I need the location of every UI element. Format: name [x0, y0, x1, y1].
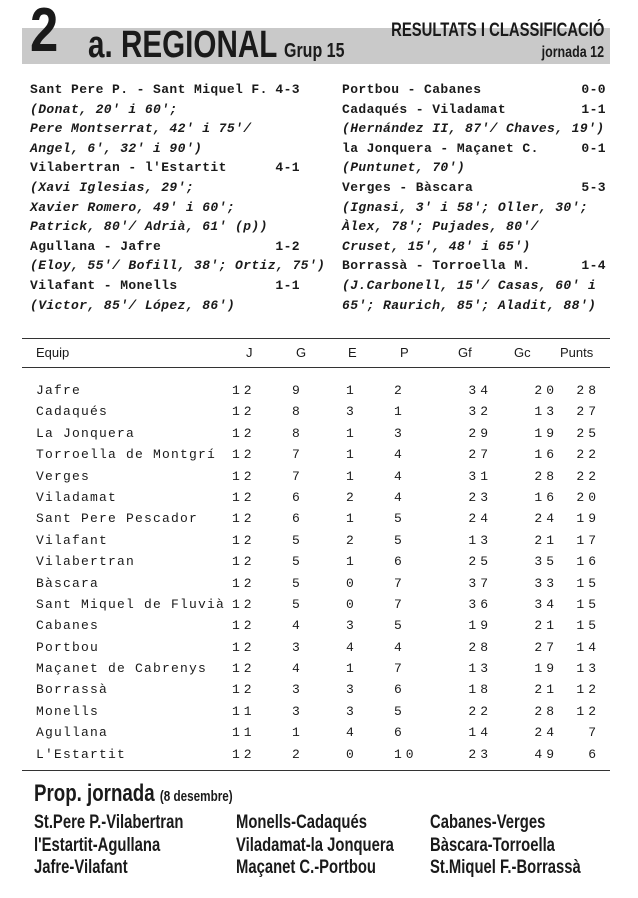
- group-label: Grup 15: [284, 40, 345, 62]
- table-row: [22, 380, 610, 401]
- cell-gf: 22: [468, 703, 492, 719]
- cell-gc: 49: [534, 746, 558, 762]
- fixture: Bàscara-Torroella: [430, 834, 555, 856]
- scorers-text: (Victor, 85'/ López, 86'): [30, 297, 236, 313]
- cell-e: 4: [346, 639, 354, 655]
- match-score: 1-2: [275, 238, 300, 254]
- cell-j: 12: [232, 746, 256, 762]
- match-result: [342, 100, 606, 120]
- scorers-text: (Hernández II, 87'/ Chaves, 19'): [342, 121, 605, 137]
- table-row: [22, 615, 610, 636]
- cell-pts: 15: [576, 596, 600, 612]
- cell-p: 5: [394, 618, 406, 634]
- cell-g: 6: [292, 489, 300, 505]
- goal-scorers: [30, 139, 300, 159]
- goal-scorers: [30, 119, 300, 139]
- results-right-column: [342, 80, 606, 315]
- cell-j: 12: [232, 468, 256, 484]
- cell-pts: 14: [576, 639, 600, 655]
- match-result: [342, 178, 606, 198]
- cell-team: Bàscara: [36, 575, 100, 591]
- match-score: 5-3: [581, 179, 606, 195]
- cell-g: 4: [292, 618, 300, 634]
- cell-gf: 29: [468, 425, 492, 441]
- match-result: [342, 139, 606, 159]
- cell-gc: 24: [534, 725, 558, 741]
- cell-g: 5: [292, 596, 300, 612]
- table-row: [22, 722, 610, 743]
- match-teams: Borrassà - Torroella M.: [342, 258, 531, 274]
- cell-g: 8: [292, 425, 300, 441]
- scorers-text: (Ignasi, 3' i 58'; Oller, 30';: [342, 199, 589, 215]
- cell-e: 1: [346, 468, 354, 484]
- table-row: [22, 701, 610, 722]
- cell-g: 7: [292, 447, 300, 463]
- cell-p: 7: [394, 661, 406, 677]
- table-row: [22, 444, 610, 465]
- match-teams: Cadaqués - Viladamat: [342, 101, 507, 117]
- cell-pts: 22: [576, 447, 600, 463]
- cell-pts: 20: [576, 489, 600, 505]
- cell-g: 7: [292, 468, 300, 484]
- next-round-date: (8 desembre): [159, 788, 233, 805]
- scorers-text: (Eloy, 55'/ Bofill, 38'; Ortiz, 75'): [30, 258, 326, 274]
- cell-g: 9: [292, 383, 300, 398]
- cell-j: 12: [232, 425, 256, 441]
- fixture: St.Pere P.-Vilabertran: [34, 812, 184, 833]
- cell-g: 4: [292, 661, 300, 677]
- match-result: [30, 80, 300, 100]
- cell-gc: 21: [534, 682, 558, 698]
- goal-scorers: [30, 296, 300, 316]
- cell-p: 7: [394, 596, 406, 612]
- match-teams: Agullana - Jafre: [30, 238, 162, 254]
- cell-p: 5: [394, 532, 406, 548]
- cell-p: 7: [394, 575, 406, 591]
- goal-scorers: [30, 256, 326, 276]
- cell-team: Agullana: [36, 725, 109, 741]
- cell-j: 12: [232, 618, 256, 634]
- results-left-column: [30, 80, 326, 315]
- fixture: Jafre-Vilafant: [34, 857, 128, 878]
- cell-team: Verges: [36, 468, 91, 484]
- next-round-label: Prop. jornada: [34, 780, 155, 807]
- divider-header: [22, 367, 610, 368]
- cell-p: 6: [394, 725, 406, 741]
- scorers-text: (Puntunet, 70'): [342, 160, 466, 176]
- match-result: [30, 237, 300, 257]
- cell-gf: 13: [468, 661, 492, 677]
- match-score: 1-1: [275, 277, 300, 293]
- cell-j: 12: [232, 682, 256, 698]
- cell-team: L'Estartit: [36, 746, 127, 762]
- cell-g: 6: [292, 511, 300, 527]
- header-gc: Gc: [514, 345, 531, 360]
- cell-pts: 16: [576, 554, 600, 570]
- cell-j: 12: [232, 575, 256, 591]
- page-header: [22, 0, 610, 66]
- scorers-text: Àlex, 78'; Pujades, 80'/: [342, 219, 539, 235]
- cell-p: 6: [394, 682, 406, 698]
- match-score: 0-0: [581, 82, 606, 97]
- cell-g: 2: [292, 746, 300, 762]
- goal-scorers: [342, 237, 606, 257]
- table-row: [22, 401, 610, 422]
- table-row: [22, 530, 610, 551]
- fixture: l'Estartit-Agullana: [34, 834, 161, 856]
- divider-top: [22, 338, 610, 339]
- division-number: 2: [30, 0, 57, 65]
- scorers-text: Patrick, 80'/ Adrià, 61' (p)): [30, 219, 268, 235]
- goal-scorers: [30, 217, 300, 237]
- divider-bottom: [22, 770, 610, 771]
- header-gf: Gf: [458, 345, 472, 360]
- cell-pts: 17: [576, 532, 600, 548]
- cell-p: 2: [394, 383, 406, 398]
- match-teams: Vilabertran - l'Estartit: [30, 160, 227, 176]
- cell-pts: 27: [576, 404, 600, 420]
- header-g: G: [296, 345, 307, 360]
- goal-scorers: [342, 119, 606, 139]
- division-title: a. REGIONAL: [88, 24, 278, 66]
- header-p: P: [400, 345, 409, 360]
- table-row: [22, 423, 610, 444]
- cell-j: 12: [232, 554, 256, 570]
- scorers-text: Pere Montserrat, 42' i 75'/: [30, 121, 252, 137]
- table-row: [22, 679, 610, 700]
- cell-gf: 24: [468, 511, 492, 527]
- cell-p: 4: [394, 468, 406, 484]
- match-result: [30, 276, 300, 296]
- goal-scorers: [342, 217, 606, 237]
- cell-gf: 31: [468, 468, 492, 484]
- standings-header: [22, 343, 610, 365]
- scorers-text: 65'; Raurich, 85'; Aladit, 88'): [342, 297, 597, 313]
- cell-pts: 28: [576, 383, 600, 398]
- cell-gc: 24: [534, 511, 558, 527]
- fixture: St.Miquel F.-Borrassà: [430, 857, 581, 878]
- cell-p: 1: [394, 404, 406, 420]
- cell-g: 1: [292, 725, 300, 741]
- header-team: Equip: [36, 345, 70, 360]
- cell-team: Sant Pere Pescador: [36, 511, 199, 527]
- scorers-text: (Xavi Iglesias, 29';: [30, 179, 195, 195]
- scorers-text: Xavier Romero, 49' i 60';: [30, 199, 236, 215]
- cell-e: 3: [346, 618, 354, 634]
- cell-e: 1: [346, 554, 354, 570]
- cell-e: 1: [346, 447, 354, 463]
- goal-scorers: [30, 178, 300, 198]
- cell-p: 5: [394, 511, 406, 527]
- cell-pts: 6: [588, 746, 600, 762]
- table-row: [22, 551, 610, 572]
- cell-g: 5: [292, 575, 300, 591]
- cell-gf: 23: [468, 746, 492, 762]
- cell-gf: 19: [468, 618, 492, 634]
- cell-gc: 20: [534, 383, 558, 398]
- cell-pts: 15: [576, 575, 600, 591]
- section-title: RESULTATS I CLASSIFICACIÓ: [390, 20, 604, 41]
- cell-j: 11: [232, 725, 256, 741]
- match-score: 4-1: [275, 160, 300, 176]
- goal-scorers: [342, 276, 606, 296]
- cell-gf: 37: [468, 575, 492, 591]
- cell-gf: 23: [468, 489, 492, 505]
- cell-e: 1: [346, 661, 354, 677]
- cell-gc: 34: [534, 596, 558, 612]
- cell-gf: 18: [468, 682, 492, 698]
- cell-j: 12: [232, 404, 256, 420]
- header-j: J: [246, 345, 253, 360]
- cell-team: Jafre: [36, 383, 82, 398]
- fixture: Viladamat-la Jonquera: [236, 834, 394, 856]
- cell-pts: 19: [576, 511, 600, 527]
- table-row: [22, 573, 610, 594]
- cell-gc: 21: [534, 618, 558, 634]
- cell-gc: 16: [534, 447, 558, 463]
- cell-g: 3: [292, 703, 300, 719]
- cell-j: 12: [232, 383, 256, 398]
- table-row: [22, 744, 610, 765]
- cell-p: 6: [394, 554, 406, 570]
- table-row: [22, 658, 610, 679]
- cell-gc: 28: [534, 703, 558, 719]
- cell-p: 4: [394, 489, 406, 505]
- cell-team: Vilabertran: [36, 554, 136, 570]
- cell-j: 12: [232, 511, 256, 527]
- match-score: 4-3: [275, 82, 300, 97]
- match-result: [342, 256, 606, 276]
- cell-e: 1: [346, 511, 354, 527]
- next-round-col-1: [34, 812, 183, 880]
- cell-team: Torroella de Montgrí: [36, 447, 217, 463]
- cell-gc: 13: [534, 404, 558, 420]
- goal-scorers: [342, 158, 606, 178]
- cell-team: La Jonquera: [36, 425, 136, 441]
- match-score: 1-1: [581, 101, 606, 117]
- cell-j: 12: [232, 639, 256, 655]
- cell-pts: 12: [576, 703, 600, 719]
- cell-gf: 13: [468, 532, 492, 548]
- cell-gf: 36: [468, 596, 492, 612]
- cell-pts: 15: [576, 618, 600, 634]
- cell-team: Portbou: [36, 639, 100, 655]
- cell-team: Maçanet de Cabrenys: [36, 661, 208, 677]
- cell-team: Vilafant: [36, 532, 109, 548]
- cell-j: 12: [232, 489, 256, 505]
- cell-gf: 28: [468, 639, 492, 655]
- cell-e: 2: [346, 532, 354, 548]
- cell-p: 4: [394, 447, 406, 463]
- cell-e: 3: [346, 682, 354, 698]
- cell-pts: 22: [576, 468, 600, 484]
- cell-g: 3: [292, 639, 300, 655]
- cell-p: 4: [394, 639, 406, 655]
- cell-e: 1: [346, 383, 354, 398]
- cell-j: 12: [232, 661, 256, 677]
- cell-gc: 16: [534, 489, 558, 505]
- cell-gf: 25: [468, 554, 492, 570]
- cell-e: 4: [346, 725, 354, 741]
- scorers-text: Angel, 6', 32' i 90'): [30, 140, 203, 156]
- cell-pts: 7: [588, 725, 600, 741]
- cell-e: 3: [346, 703, 354, 719]
- round-label: jornada 12: [541, 44, 604, 61]
- cell-p: 10: [394, 746, 418, 762]
- cell-e: 1: [346, 425, 354, 441]
- cell-team: Borrassà: [36, 682, 109, 698]
- match-result: [342, 80, 606, 100]
- header-e: E: [348, 345, 357, 360]
- match-teams: Verges - Bàscara: [342, 179, 474, 195]
- cell-p: 3: [394, 425, 406, 441]
- cell-j: 12: [232, 447, 256, 463]
- goal-scorers: [30, 198, 300, 218]
- match-score: 1-4: [581, 258, 606, 274]
- scorers-text: (Donat, 20' i 60';: [30, 101, 178, 117]
- cell-j: 11: [232, 703, 256, 719]
- match-teams: la Jonquera - Maçanet C.: [342, 140, 539, 156]
- cell-j: 12: [232, 596, 256, 612]
- fixture: Monells-Cadaqués: [236, 812, 367, 833]
- cell-team: Sant Miquel de Fluvià: [36, 596, 226, 612]
- match-teams: Sant Pere P. - Sant Miquel F.: [30, 82, 268, 97]
- table-row: [22, 594, 610, 615]
- cell-g: 3: [292, 682, 300, 698]
- cell-gf: 27: [468, 447, 492, 463]
- match-teams: Vilafant - Monells: [30, 277, 178, 293]
- match-score: 0-1: [581, 140, 606, 156]
- cell-g: 8: [292, 404, 300, 420]
- cell-gf: 32: [468, 404, 492, 420]
- cell-gc: 33: [534, 575, 558, 591]
- table-row: [22, 487, 610, 508]
- cell-gf: 14: [468, 725, 492, 741]
- cell-e: 0: [346, 746, 354, 762]
- cell-e: 0: [346, 575, 354, 591]
- next-round-col-3: [430, 812, 581, 880]
- cell-j: 12: [232, 532, 256, 548]
- goal-scorers: [342, 198, 606, 218]
- table-row: [22, 466, 610, 487]
- cell-gc: 19: [534, 425, 558, 441]
- cell-gc: 35: [534, 554, 558, 570]
- cell-gc: 27: [534, 639, 558, 655]
- cell-gf: 34: [468, 383, 492, 398]
- cell-gc: 28: [534, 468, 558, 484]
- cell-p: 5: [394, 703, 406, 719]
- cell-team: Cadaqués: [36, 404, 109, 420]
- match-result: [30, 158, 300, 178]
- cell-pts: 12: [576, 682, 600, 698]
- goal-scorers: [342, 296, 606, 316]
- match-teams: Portbou - Cabanes: [342, 82, 482, 97]
- goal-scorers: [30, 100, 300, 120]
- cell-pts: 13: [576, 661, 600, 677]
- cell-team: Cabanes: [36, 618, 100, 634]
- table-row: [22, 637, 610, 658]
- cell-g: 5: [292, 532, 300, 548]
- cell-team: Monells: [36, 703, 100, 719]
- next-round-title: [34, 780, 233, 808]
- cell-g: 5: [292, 554, 300, 570]
- standings-table: [22, 380, 610, 765]
- header-pts: Punts: [560, 345, 594, 360]
- cell-e: 0: [346, 596, 354, 612]
- cell-pts: 25: [576, 425, 600, 441]
- cell-gc: 19: [534, 661, 558, 677]
- cell-team: Viladamat: [36, 489, 118, 505]
- scorers-text: (J.Carbonell, 15'/ Casas, 60' i: [342, 277, 597, 293]
- cell-e: 2: [346, 489, 354, 505]
- scorers-text: Cruset, 15', 48' i 65'): [342, 238, 531, 254]
- cell-e: 3: [346, 404, 354, 420]
- next-round-col-2: [236, 812, 394, 880]
- fixture: Maçanet C.-Portbou: [236, 857, 376, 878]
- cell-gc: 21: [534, 532, 558, 548]
- table-row: [22, 508, 610, 529]
- fixture: Cabanes-Verges: [430, 812, 546, 833]
